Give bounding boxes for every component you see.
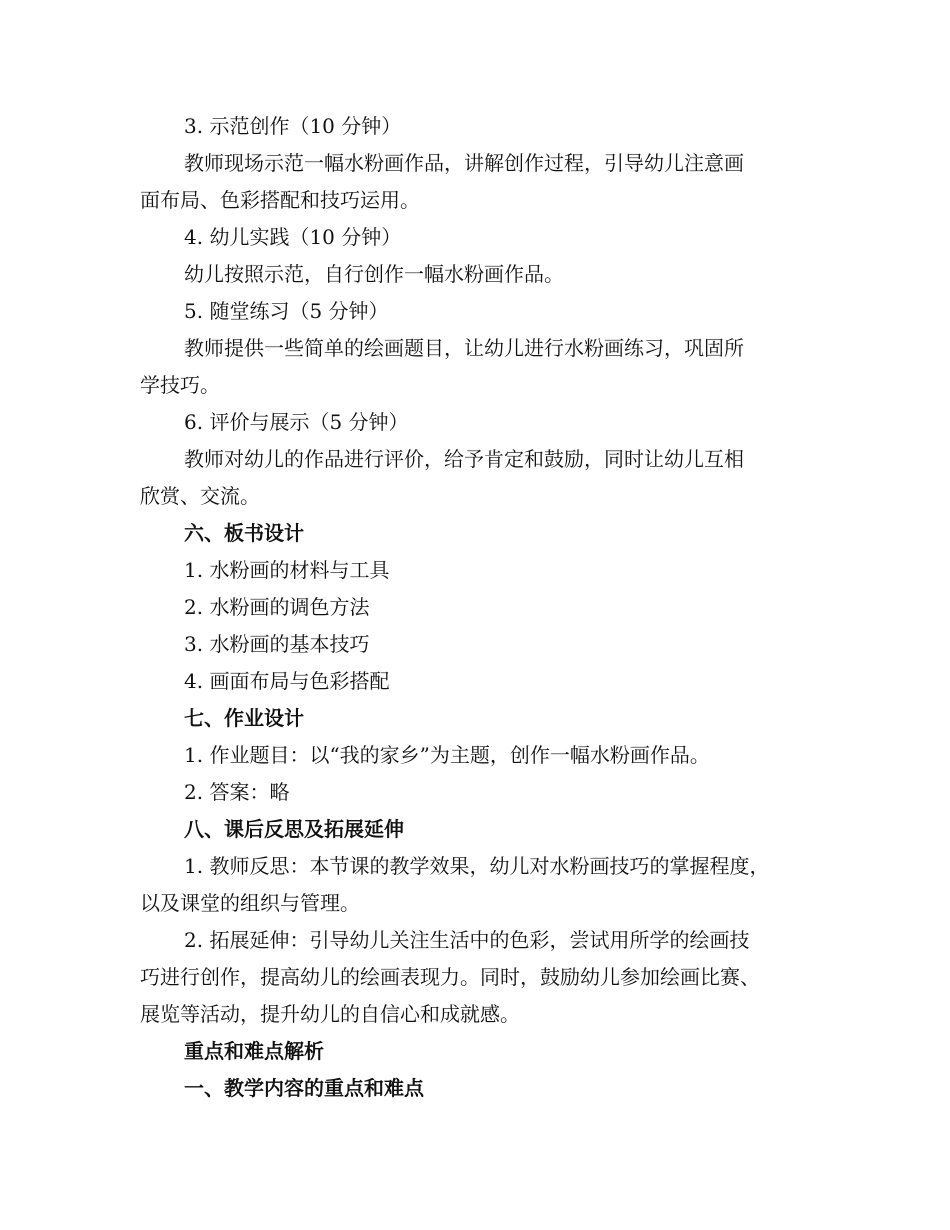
section7-item: 2. 答案：略 (184, 780, 290, 804)
analysis-sub-heading: 一、教学内容的重点和难点 (184, 1076, 424, 1100)
document-content (140, 108, 820, 1107)
step4-body-line: 幼儿按照示范，自行创作一幅水粉画作品。 (184, 262, 564, 286)
step6-body-line: 教师对幼儿的作品进行评价，给予肯定和鼓励，同时让幼儿互相 (184, 447, 744, 471)
step4-title: 4. 幼儿实践（10 分钟） (184, 225, 402, 249)
step3-title: 3. 示范创作（10 分钟） (184, 114, 402, 138)
section7-heading: 七、作业设计 (184, 706, 304, 730)
section6-item: 1. 水粉画的材料与工具 (184, 558, 390, 582)
section6-heading: 六、板书设计 (184, 521, 304, 545)
step5-body-line: 教师提供一些简单的绘画题目，让幼儿进行水粉画练习，巩固所 (184, 336, 744, 360)
step3-body-line: 面布局、色彩搭配和技巧运用。 (140, 188, 420, 212)
step6-body-line: 欣赏、交流。 (140, 484, 260, 508)
section6-item: 3. 水粉画的基本技巧 (184, 632, 370, 656)
section6-item: 2. 水粉画的调色方法 (184, 595, 370, 619)
section8-item2-line: 2. 拓展延伸：引导幼儿关注生活中的色彩，尝试用所学的绘画技 (184, 928, 750, 952)
step5-body-line: 学技巧。 (140, 373, 220, 397)
step6-title: 6. 评价与展示（5 分钟） (184, 410, 409, 434)
section8-item1-line: 1. 教师反思：本节课的教学效果，幼儿对水粉画技巧的掌握程度， (184, 854, 770, 878)
section8-item1-line: 以及课堂的组织与管理。 (140, 891, 360, 915)
step3-body-line: 教师现场示范一幅水粉画作品，讲解创作过程，引导幼儿注意画 (184, 151, 744, 175)
section7-item: 1. 作业题目：以“我的家乡”为主题，创作一幅水粉画作品。 (184, 743, 710, 767)
section8-heading: 八、课后反思及拓展延伸 (184, 817, 404, 841)
section6-item: 4. 画面布局与色彩搭配 (184, 669, 390, 693)
analysis-heading: 重点和难点解析 (184, 1039, 324, 1063)
section8-item2-line: 展览等活动，提升幼儿的自信心和成就感。 (140, 1002, 520, 1026)
section8-item2-line: 巧进行创作，提高幼儿的绘画表现力。同时，鼓励幼儿参加绘画比赛、 (140, 965, 760, 989)
step5-title: 5. 随堂练习（5 分钟） (184, 299, 389, 323)
